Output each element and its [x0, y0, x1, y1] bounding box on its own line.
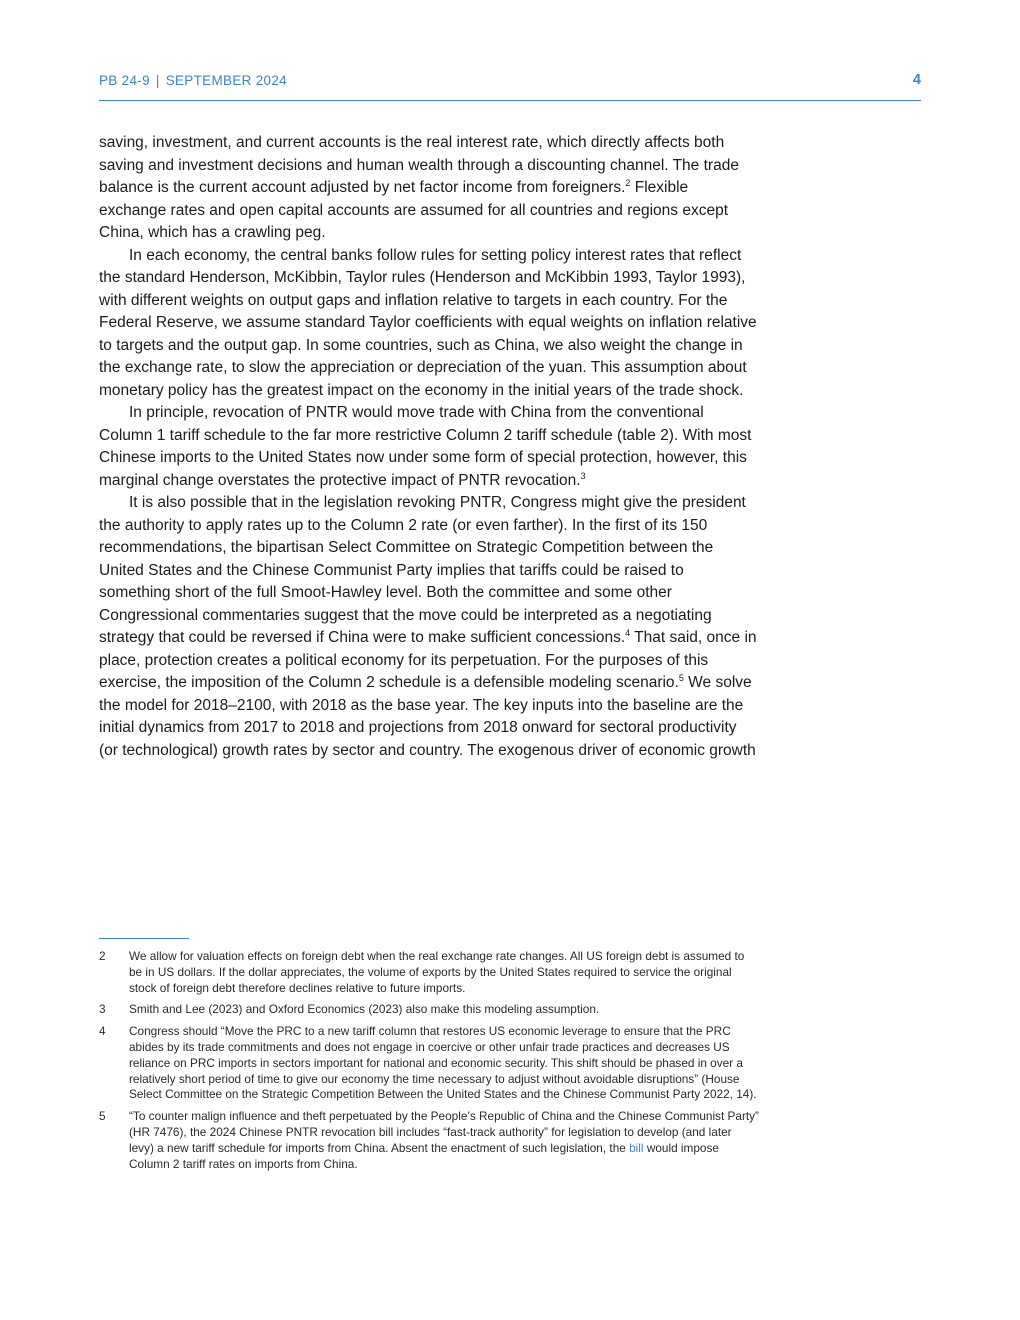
report-date: SEPTEMBER 2024	[165, 73, 287, 88]
paragraph-1	[99, 132, 759, 245]
bill-link[interactable]: bill	[629, 1140, 644, 1155]
footnote-number: 5	[99, 1109, 106, 1124]
footnote-5-text-b: would impose Column 2 tariff rates on imports from China.	[129, 1140, 719, 1171]
footnote-5-text-a: “To counter malign influence and theft perpetuated by the People’s Republic of China and the Chinese Communist Party” (HR 7476), the 2024 Chinese PNTR revocation bill includes “fast-track authority” for legislation to develop (and later levy) a new tariff schedule for imports from China. Absent the enactment of such legislation, the	[129, 1109, 759, 1155]
paragraph-1-text-a: saving, investment, and current accounts is the real interest rate, which directly affects both saving and investment decisions and human wealth through a discounting channel. The trade balance is the current account adjusted by net factor income from foreigners.	[99, 134, 739, 196]
paragraph-3-text: In principle, revocation of PNTR would move trade with China from the conventional Column 1 tariff schedule to the far more restrictive Column 2 tariff schedule (table 2). With most Chinese imports to the United States now under some form of special protection, however, this marginal change overstates the protective impact of PNTR revocation.	[99, 404, 752, 489]
paragraph-4	[99, 492, 759, 762]
footnote-number: 4	[99, 1024, 106, 1039]
paragraph-3	[99, 402, 759, 492]
header-separator: |	[155, 73, 160, 88]
footnote-3	[99, 1002, 759, 1018]
page-header	[99, 70, 921, 101]
footnote-2	[99, 949, 759, 996]
footnote-text: We allow for valuation effects on foreign debt when the real exchange rate changes. All US foreign debt is assumed to be in US dollars. If the dollar appreciates, the volume of exports by the United States required to service the original stock of foreign debt therefore declines relative to future imports.	[129, 949, 745, 995]
paragraph-1-text-b: Flexible exchange rates and open capital accounts are assumed for all countries and regions except China, which has a crawling peg.	[99, 179, 728, 241]
footnote-ref-3[interactable]: 3	[580, 470, 586, 481]
footnote-ref-5[interactable]: 5	[678, 673, 684, 683]
footnote-ref-4[interactable]: 4	[625, 628, 631, 638]
footnote-ref-2[interactable]: 2	[625, 178, 631, 188]
footnote-4	[99, 1024, 759, 1103]
footnotes	[99, 949, 759, 1178]
footnote-5	[99, 1109, 759, 1172]
header-label	[99, 73, 287, 88]
footnote-text	[129, 1109, 759, 1172]
paragraph-4-text-c: We solve the model for 2018–2100, with 2018 as the base year. The key inputs into the baseline are the initial dynamics from 2017 to 2018 and projections from 2018 onward for sectoral productivity (or technological) growth rates by sector and country. The exogenous driver of economic growth	[99, 674, 756, 759]
paragraph-4-text-a: It is also possible that in the legislation revoking PNTR, Congress might give the president the authority to apply rates up to the Column 2 rate (or even farther). In the first of its 150 recommendations, the bipartisan Select Committee on Strategic Competition between the United States and the Chinese Communist Party implies that tariffs could be raised to something short of the full Smoot-Hawley level. Both the committee and some other Congressional commentaries suggest that the move could be interpreted as a negotiating strategy that could be reversed if China were to make sufficient concessions.	[99, 494, 746, 646]
footnote-text: Smith and Lee (2023) and Oxford Economics (2023) also make this modeling assumption.	[129, 1002, 600, 1017]
page-number: 4	[912, 72, 921, 88]
footnote-number: 2	[99, 949, 106, 963]
footnote-number: 3	[99, 1002, 106, 1017]
paragraph-2: In each economy, the central banks follow rules for setting policy interest rates that reflect the standard Henderson, McKibbin, Taylor rules (Henderson and McKibbin 1993, Taylor 1993), with different weights on output gaps and inflation relative to targets in each country. For the Federal Reserve, we assume standard Taylor coefficients with equal weights on inflation relative to targets and the output gap. In some countries, such as China, we also weight the change in the exchange rate, to slow the appreciation or depreciation of the yuan. This assumption about monetary policy has the greatest impact on the economy in the initial years of the trade shock.	[99, 246, 757, 399]
body-text	[99, 132, 759, 762]
footnote-divider	[99, 938, 189, 939]
report-id: PB 24-9	[99, 73, 150, 88]
footnote-text: Congress should “Move the PRC to a new tariff column that restores US economic leverage to ensure that the PRC abides by its trade commitments and does not engage in coercive or other unfair trade practices and decreases US reliance on PRC imports in sectors important for national and economic security. This shift should be phased in over a relatively short period of time to give our economy the time necessary to adjust without avoidable disruptions” (House Select Committee on the Strategic Competition Between the United States and the Chinese Communist Party 2022, 14).	[129, 1024, 757, 1102]
paragraph-4-text-b: That said, once in place, protection creates a political economy for its perpetuation. For the purposes of this exercise, the imposition of the Column 2 schedule is a defensible modeling scenario.	[99, 629, 757, 691]
